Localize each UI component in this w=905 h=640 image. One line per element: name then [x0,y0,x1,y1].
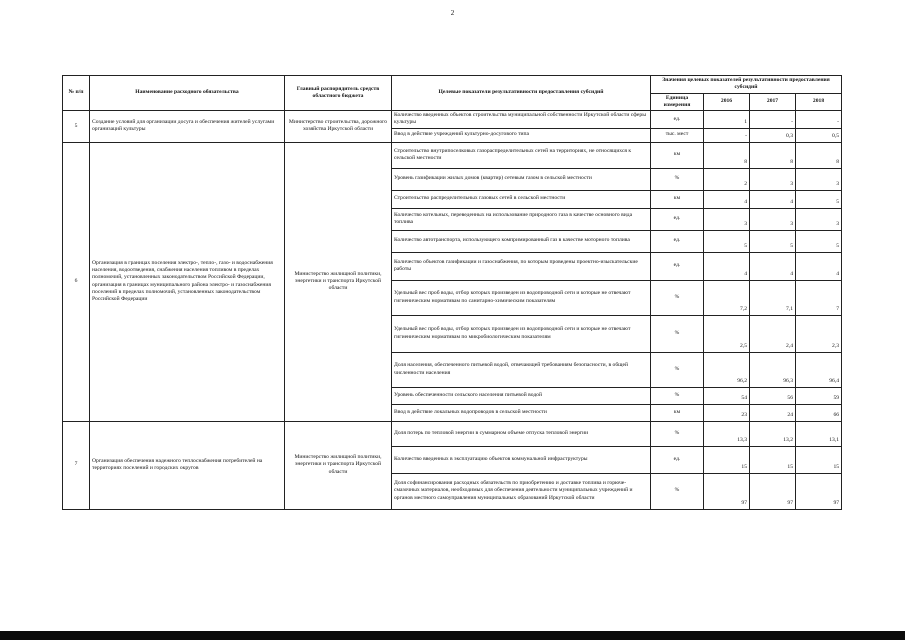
indicator-value-2018: 96,4 [796,352,842,387]
header-indicators: Целевые показатели результативности предоставления субсидий [392,76,651,111]
indicators-table [62,75,842,510]
indicator-value-2018: 5 [796,230,842,252]
indicator-value-2017: 56 [750,387,796,404]
page-number: 2 [450,9,455,17]
indicator-unit: % [651,473,704,509]
group-number: 6 [63,142,90,421]
indicator-unit: % [651,421,704,446]
table-row [63,421,842,446]
table-row [63,142,842,168]
indicator-name: Доля софинансирования расходных обязательств по приобретению и доставке топлива и горюче-смазочных материалов, необходимых для обеспечения деятельности муниципальных учреждений и органов местного самоуправления муниципальных образований Иркутской области [392,473,651,509]
indicator-value-2018: 59 [796,387,842,404]
indicator-value-2017: 0,3 [750,128,796,142]
group-number: 7 [63,421,90,509]
indicator-value-2016: 15 [704,446,750,473]
indicator-value-2018: - [796,111,842,129]
indicator-unit: % [651,352,704,387]
indicator-value-2017: 5 [750,230,796,252]
indicator-name: Ввод в действие локальных водопроводов в сельской местности [392,404,651,421]
indicator-name: Ввод в действие учреждений культурно-досугового типа [392,128,651,142]
header-unit: Единица измерения [651,93,704,111]
indicator-value-2016: 4 [704,190,750,208]
indicator-value-2016: 3 [704,208,750,230]
header-num: № п/п [63,76,90,111]
indicator-unit: ед. [651,252,704,280]
indicator-value-2016: 23 [704,404,750,421]
indicator-name: Уровень обеспеченности сельского населения питьевой водой [392,387,651,404]
indicator-name: Доля населения, обеспеченного питьевой водой, отвечающей требованиям безопасности, в общей численности населения [392,352,651,387]
scan-edge [0,631,905,640]
indicator-name: Строительство распределительных газовых сетей в сельской местности [392,190,651,208]
indicator-unit: ед. [651,208,704,230]
distributor-name: Министерство жилищной политики, энергетики и транспорта Иркутской области [285,421,392,509]
indicator-value-2016: 4 [704,252,750,280]
indicator-value-2016: 2,5 [704,315,750,352]
indicator-value-2016: 8 [704,142,750,168]
group-number: 5 [63,111,90,143]
indicator-unit: км [651,142,704,168]
indicator-value-2018: 7 [796,280,842,315]
indicator-unit: % [651,315,704,352]
indicator-name: Количество введенных в эксплуатацию объектов коммунальной инфраструктуры [392,446,651,473]
header-year: 2018 [796,93,842,111]
indicator-value-2018: 4 [796,252,842,280]
indicator-unit: км [651,190,704,208]
indicator-unit: % [651,280,704,315]
indicator-value-2016: 5 [704,230,750,252]
indicator-value-2017: 96,3 [750,352,796,387]
indicator-value-2017: 8 [750,142,796,168]
indicator-value-2016: 1 [704,111,750,129]
indicator-unit: ед. [651,230,704,252]
indicator-name: Количество объектов газификации и газоснабжения, по которым проведены проектно-изыскательские работы [392,252,651,280]
indicator-value-2017: 97 [750,473,796,509]
indicator-name: Строительство внутрипоселковых газораспределительных сетей на территориях, не относящихся к сельской местности [392,142,651,168]
indicator-value-2017: 4 [750,252,796,280]
indicator-value-2017: 7,1 [750,280,796,315]
indicator-name: Удельный вес проб воды, отбор которых произведен из водопроводной сети и которые не отвечают гигиеническим нормативам по санитарно-химическим показателям [392,280,651,315]
indicator-value-2016: 13,3 [704,421,750,446]
indicator-unit: км [651,404,704,421]
indicator-value-2017: - [750,111,796,129]
indicator-value-2017: 15 [750,446,796,473]
indicator-value-2018: 13,1 [796,421,842,446]
indicator-value-2017: 24 [750,404,796,421]
obligation-name: Организация обеспечения надежного теплоснабжения потребителей на территориях поселений и городских округов [90,421,285,509]
indicator-name: Удельный вес проб воды, отбор которых произведен из водопроводной сети и которые не отвечают гигиеническим нормативам по микробиологическим показателям [392,315,651,352]
indicator-value-2016: 54 [704,387,750,404]
indicator-unit: ед. [651,446,704,473]
distributor-name: Министерство строительства, дорожного хозяйства Иркутской области [285,111,392,143]
indicator-value-2018: 3 [796,168,842,190]
indicator-value-2018: 97 [796,473,842,509]
header-values-group: Значения целевых показателей результативности предоставления субсидий [651,76,842,94]
indicator-value-2018: 3 [796,208,842,230]
indicator-name: Доля потерь по тепловой энергии в суммарном объеме отпуска тепловой энергии [392,421,651,446]
indicator-value-2017: 2,4 [750,315,796,352]
header-obligation: Наименование расходного обязательства [90,76,285,111]
indicator-value-2016: - [704,128,750,142]
indicator-unit: % [651,168,704,190]
indicator-value-2016: 2 [704,168,750,190]
indicator-value-2017: 4 [750,190,796,208]
indicator-name: Количество введенных объектов строительства муниципальной собственности Иркутской области сферы культуры [392,111,651,129]
table-row [63,111,842,129]
indicator-name: Количество автотранспорта, использующего компримированный газ в качестве моторного топлива [392,230,651,252]
table-body [63,111,842,510]
indicator-value-2016: 96,2 [704,352,750,387]
distributor-name: Министерство жилищной политики, энергетики и транспорта Иркутской области [285,142,392,421]
indicator-value-2018: 66 [796,404,842,421]
indicator-value-2016: 7,2 [704,280,750,315]
indicator-value-2017: 3 [750,168,796,190]
indicator-unit: тыс. мест [651,128,704,142]
header-year: 2016 [704,93,750,111]
obligation-name: Создание условий для организации досуга и обеспечения жителей услугами организаций культуры [90,111,285,143]
indicator-value-2017: 13,2 [750,421,796,446]
indicator-unit: % [651,387,704,404]
indicator-name: Количество котельных, переведенных на использование природного газа в качестве основного вида топлива [392,208,651,230]
indicator-value-2018: 2,3 [796,315,842,352]
indicator-value-2018: 0,5 [796,128,842,142]
indicator-value-2018: 8 [796,142,842,168]
indicator-value-2016: 97 [704,473,750,509]
indicator-value-2018: 5 [796,190,842,208]
indicator-name: Уровень газификации жилых домов (квартир) сетевым газом в сельской местности [392,168,651,190]
header-year: 2017 [750,93,796,111]
obligation-name: Организация в границах поселения электро-, тепло-, газо- и водоснабжения населения, водоотведения, снабжения населения топливом в пределах полномочий, установленных законодательством Российской Федерации, организация в границах муниципального района электро- и газоснабжения поселений в пределах полномочий, установленных законодательством Российской Федерации [90,142,285,421]
header-distributor: Главный распорядитель средств областного бюджета [285,76,392,111]
indicator-value-2017: 3 [750,208,796,230]
indicator-value-2018: 15 [796,446,842,473]
indicator-unit: ед. [651,111,704,129]
